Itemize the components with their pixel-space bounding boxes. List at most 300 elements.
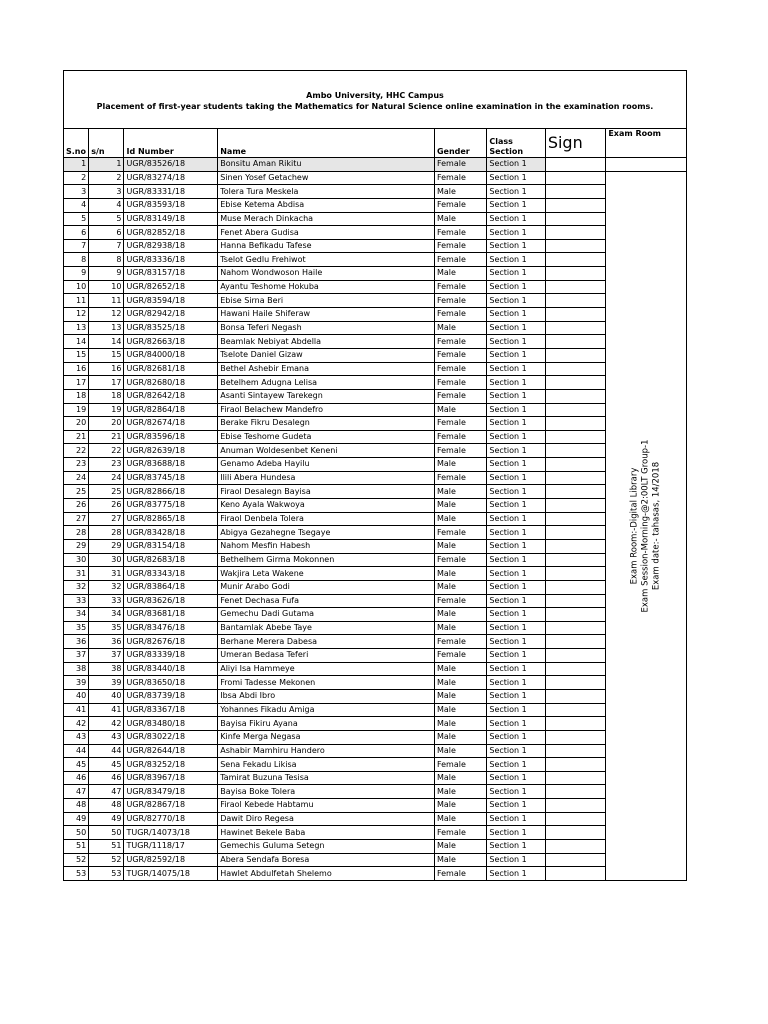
cell-sign[interactable] [545, 594, 605, 608]
table-row [64, 348, 687, 362]
cell-sn: 22 [89, 444, 124, 458]
cell-sign[interactable] [545, 280, 605, 294]
table-row [64, 689, 687, 703]
cell-sno: 43 [64, 730, 89, 744]
cell-id-number: UGR/82867/18 [124, 799, 218, 813]
cell-gender: Male [434, 840, 486, 854]
cell-sign[interactable] [545, 608, 605, 622]
cell-id-number: UGR/83775/18 [124, 499, 218, 513]
cell-gender: Female [434, 553, 486, 567]
cell-sign[interactable] [545, 308, 605, 322]
cell-sign[interactable] [545, 785, 605, 799]
cell-sno: 29 [64, 539, 89, 553]
cell-gender: Female [434, 471, 486, 485]
cell-sign[interactable] [545, 567, 605, 581]
cell-sno: 13 [64, 321, 89, 335]
cell-gender: Male [434, 717, 486, 731]
cell-section: Section 1 [487, 826, 545, 840]
cell-sign[interactable] [545, 253, 605, 267]
cell-id-number: UGR/83157/18 [124, 267, 218, 281]
cell-sign[interactable] [545, 621, 605, 635]
table-row [64, 826, 687, 840]
cell-id-number: UGR/82592/18 [124, 853, 218, 867]
cell-section: Section 1 [487, 785, 545, 799]
cell-id-number: UGR/82639/18 [124, 444, 218, 458]
cell-name: Yohannes Fikadu Amiga [218, 703, 435, 717]
placement-title: Placement of first-year students taking the Mathematics for Natural Science online examination in the examination rooms. [96, 102, 654, 111]
cell-name: Sena Fekadu Likisa [218, 758, 435, 772]
cell-sn: 20 [89, 417, 124, 431]
cell-sn: 15 [89, 348, 124, 362]
cell-sign[interactable] [545, 239, 605, 253]
table-row [64, 198, 687, 212]
cell-sno: 46 [64, 771, 89, 785]
cell-name: Keno Ayala Wakwoya [218, 499, 435, 513]
cell-gender: Female [434, 635, 486, 649]
cell-sno: 26 [64, 499, 89, 513]
cell-sign[interactable] [545, 526, 605, 540]
table-row [64, 280, 687, 294]
cell-sign[interactable] [545, 730, 605, 744]
cell-id-number: UGR/83154/18 [124, 539, 218, 553]
cell-sno: 34 [64, 608, 89, 622]
cell-section: Section 1 [487, 867, 545, 881]
cell-id-number: UGR/83336/18 [124, 253, 218, 267]
cell-section: Section 1 [487, 171, 545, 185]
table-row [64, 171, 687, 185]
cell-section: Section 1 [487, 799, 545, 813]
cell-sn: 5 [89, 212, 124, 226]
cell-sno: 32 [64, 580, 89, 594]
table-row [64, 430, 687, 444]
col-class-section [487, 129, 545, 158]
cell-sign[interactable] [545, 853, 605, 867]
col-name: Name [218, 129, 435, 158]
cell-sno: 35 [64, 621, 89, 635]
cell-gender: Female [434, 430, 486, 444]
cell-section: Section 1 [487, 485, 545, 499]
cell-section: Section 1 [487, 335, 545, 349]
cell-sign[interactable] [545, 321, 605, 335]
cell-sno: 3 [64, 185, 89, 199]
cell-sno: 41 [64, 703, 89, 717]
cell-sign[interactable] [545, 539, 605, 553]
cell-sno: 27 [64, 512, 89, 526]
table-row [64, 335, 687, 349]
cell-sn: 44 [89, 744, 124, 758]
cell-sno: 17 [64, 376, 89, 390]
cell-sn: 17 [89, 376, 124, 390]
cell-sno: 48 [64, 799, 89, 813]
cell-gender: Female [434, 649, 486, 663]
table-row [64, 539, 687, 553]
cell-sign[interactable] [545, 417, 605, 431]
table-row [64, 485, 687, 499]
table-row [64, 676, 687, 690]
cell-id-number: UGR/83967/18 [124, 771, 218, 785]
cell-sn: 34 [89, 608, 124, 622]
cell-id-number: UGR/82680/18 [124, 376, 218, 390]
cell-sn: 6 [89, 226, 124, 240]
table-row [64, 580, 687, 594]
cell-id-number: UGR/83594/18 [124, 294, 218, 308]
table-row [64, 499, 687, 513]
cell-gender: Male [434, 771, 486, 785]
cell-name: Hawinet Bekele Baba [218, 826, 435, 840]
cell-sno: 36 [64, 635, 89, 649]
cell-sign[interactable] [545, 580, 605, 594]
cell-section: Section 1 [487, 771, 545, 785]
cell-sign[interactable] [545, 430, 605, 444]
table-row [64, 253, 687, 267]
cell-sign[interactable] [545, 185, 605, 199]
cell-sign[interactable] [545, 649, 605, 663]
cell-gender: Male [434, 785, 486, 799]
cell-name: Fenet Dechasa Fufa [218, 594, 435, 608]
cell-section: Section 1 [487, 853, 545, 867]
table-row [64, 853, 687, 867]
cell-gender: Male [434, 621, 486, 635]
col-sno: S.no [64, 129, 89, 158]
cell-sign[interactable] [545, 799, 605, 813]
cell-gender: Male [434, 267, 486, 281]
table-row [64, 526, 687, 540]
cell-gender: Male [434, 608, 486, 622]
cell-gender: Male [434, 676, 486, 690]
cell-id-number: UGR/83428/18 [124, 526, 218, 540]
cell-sno: 24 [64, 471, 89, 485]
cell-sn: 1 [89, 158, 124, 172]
cell-gender: Female [434, 348, 486, 362]
table-row [64, 635, 687, 649]
cell-sign[interactable] [545, 471, 605, 485]
table-row [64, 621, 687, 635]
cell-sno: 2 [64, 171, 89, 185]
table-row [64, 471, 687, 485]
placement-table [63, 128, 687, 881]
cell-name: Hanna Befikadu Tafese [218, 239, 435, 253]
table-row [64, 212, 687, 226]
cell-sno: 16 [64, 362, 89, 376]
cell-sno: 39 [64, 676, 89, 690]
cell-sn: 49 [89, 812, 124, 826]
cell-name: Berake Fikru Desalegn [218, 417, 435, 431]
cell-name: Tselote Daniel Gizaw [218, 348, 435, 362]
cell-gender: Female [434, 294, 486, 308]
cell-id-number: UGR/83626/18 [124, 594, 218, 608]
cell-sn: 8 [89, 253, 124, 267]
cell-gender: Male [434, 499, 486, 513]
cell-name: Firaol Desalegn Bayisa [218, 485, 435, 499]
cell-id-number: UGR/82865/18 [124, 512, 218, 526]
cell-sign[interactable] [545, 662, 605, 676]
cell-sign[interactable] [545, 335, 605, 349]
cell-name: Hawlet Abdulfetah Shelemo [218, 867, 435, 881]
cell-id-number: UGR/82642/18 [124, 389, 218, 403]
table-row [64, 812, 687, 826]
cell-sign[interactable] [545, 198, 605, 212]
table-row [64, 444, 687, 458]
cell-sn: 7 [89, 239, 124, 253]
cell-name: Wakjira Leta Wakene [218, 567, 435, 581]
cell-name: Hawani Haile Shiferaw [218, 308, 435, 322]
cell-gender: Male [434, 512, 486, 526]
cell-id-number: UGR/83739/18 [124, 689, 218, 703]
cell-sn: 31 [89, 567, 124, 581]
table-row [64, 158, 687, 172]
cell-sn: 36 [89, 635, 124, 649]
cell-id-number: UGR/83252/18 [124, 758, 218, 772]
col-exam-room-label: Exam Room [608, 129, 661, 138]
table-row [64, 553, 687, 567]
cell-name: Munir Arabo Godi [218, 580, 435, 594]
table-row [64, 608, 687, 622]
cell-sign[interactable] [545, 676, 605, 690]
cell-id-number: UGR/82938/18 [124, 239, 218, 253]
cell-sn: 16 [89, 362, 124, 376]
cell-gender: Female [434, 389, 486, 403]
cell-sign[interactable] [545, 553, 605, 567]
cell-sign[interactable] [545, 389, 605, 403]
cell-id-number: UGR/83480/18 [124, 717, 218, 731]
cell-section: Section 1 [487, 280, 545, 294]
cell-gender: Male [434, 580, 486, 594]
cell-name: Bethel Ashebir Emana [218, 362, 435, 376]
cell-sn: 11 [89, 294, 124, 308]
cell-gender: Male [434, 212, 486, 226]
cell-name: Firaol Denbela Tolera [218, 512, 435, 526]
cell-sign[interactable] [545, 826, 605, 840]
cell-section: Section 1 [487, 840, 545, 854]
cell-sign[interactable] [545, 267, 605, 281]
cell-section: Section 1 [487, 212, 545, 226]
cell-name: Gemechis Guluma Setegn [218, 840, 435, 854]
cell-sno: 53 [64, 867, 89, 881]
cell-id-number: UGR/83022/18 [124, 730, 218, 744]
cell-sn: 42 [89, 717, 124, 731]
cell-sno: 18 [64, 389, 89, 403]
cell-gender: Female [434, 226, 486, 240]
cell-section: Section 1 [487, 321, 545, 335]
cell-sn: 40 [89, 689, 124, 703]
cell-sn: 21 [89, 430, 124, 444]
cell-sn: 12 [89, 308, 124, 322]
cell-gender: Female [434, 362, 486, 376]
cell-name: Berhane Merera Dabesa [218, 635, 435, 649]
cell-section: Section 1 [487, 362, 545, 376]
cell-sign[interactable] [545, 158, 605, 172]
cell-gender: Female [434, 239, 486, 253]
cell-sno: 44 [64, 744, 89, 758]
table-header-row [64, 129, 687, 158]
cell-sign[interactable] [545, 635, 605, 649]
university-title: Ambo University, HHC Campus [306, 91, 444, 100]
cell-sn: 9 [89, 267, 124, 281]
cell-name: Betelhem Adugna Lelisa [218, 376, 435, 390]
cell-sn: 33 [89, 594, 124, 608]
cell-gender: Female [434, 867, 486, 881]
cell-section: Section 1 [487, 580, 545, 594]
table-row [64, 376, 687, 390]
col-exam-room [606, 129, 687, 158]
cell-sign[interactable] [545, 485, 605, 499]
exam-note-line2: Exam Session-Morning-@2:00LT Group-1 [640, 439, 651, 613]
cell-sign[interactable] [545, 362, 605, 376]
cell-sn: 28 [89, 526, 124, 540]
table-row [64, 308, 687, 322]
cell-sno: 21 [64, 430, 89, 444]
cell-sign[interactable] [545, 226, 605, 240]
exam-note-line3: Exam date:- tahasas, 14/2018 [651, 461, 662, 590]
table-row [64, 362, 687, 376]
cell-sign[interactable] [545, 812, 605, 826]
cell-name: Tolera Tura Meskela [218, 185, 435, 199]
exam-note-line1: Exam Room:-Digital Library [629, 467, 640, 585]
cell-sno: 12 [64, 308, 89, 322]
cell-section: Section 1 [487, 635, 545, 649]
cell-sn: 10 [89, 280, 124, 294]
cell-sign[interactable] [545, 444, 605, 458]
cell-name: Bayisa Fikiru Ayana [218, 717, 435, 731]
cell-sign[interactable] [545, 212, 605, 226]
cell-name: Nahom Mesfin Habesh [218, 539, 435, 553]
cell-sno: 28 [64, 526, 89, 540]
cell-section: Section 1 [487, 253, 545, 267]
cell-sn: 30 [89, 553, 124, 567]
cell-id-number: UGR/83745/18 [124, 471, 218, 485]
cell-id-number: UGR/83525/18 [124, 321, 218, 335]
cell-section: Section 1 [487, 689, 545, 703]
cell-id-number: UGR/83688/18 [124, 458, 218, 472]
cell-gender: Male [434, 321, 486, 335]
cell-sn: 26 [89, 499, 124, 513]
cell-id-number: UGR/82942/18 [124, 308, 218, 322]
table-row [64, 226, 687, 240]
cell-section: Section 1 [487, 376, 545, 390]
cell-sign[interactable] [545, 689, 605, 703]
cell-name: Ashabir Mamhiru Handero [218, 744, 435, 758]
cell-name: Aliyi Isa Hammeye [218, 662, 435, 676]
cell-id-number: UGR/82770/18 [124, 812, 218, 826]
cell-id-number: UGR/82652/18 [124, 280, 218, 294]
table-row [64, 717, 687, 731]
col-gender: Gender [434, 129, 486, 158]
cell-gender: Female [434, 758, 486, 772]
cell-gender: Male [434, 458, 486, 472]
cell-gender: Female [434, 280, 486, 294]
cell-id-number: UGR/83476/18 [124, 621, 218, 635]
cell-sign[interactable] [545, 403, 605, 417]
cell-sn: 53 [89, 867, 124, 881]
cell-sn: 23 [89, 458, 124, 472]
cell-name: Ilili Abera Hundesa [218, 471, 435, 485]
cell-gender: Female [434, 335, 486, 349]
cell-gender: Male [434, 567, 486, 581]
cell-sign[interactable] [545, 771, 605, 785]
table-row [64, 785, 687, 799]
cell-sign[interactable] [545, 744, 605, 758]
cell-section: Section 1 [487, 567, 545, 581]
cell-sn: 32 [89, 580, 124, 594]
cell-id-number: UGR/83367/18 [124, 703, 218, 717]
sheet-title-box [63, 70, 687, 128]
cell-name: Genamo Adeba Hayilu [218, 458, 435, 472]
cell-sign[interactable] [545, 171, 605, 185]
cell-name: Fenet Abera Gudisa [218, 226, 435, 240]
cell-sign[interactable] [545, 294, 605, 308]
cell-section: Section 1 [487, 662, 545, 676]
cell-id-number: TUGR/14075/18 [124, 867, 218, 881]
cell-sn: 39 [89, 676, 124, 690]
col-sign: Sign [545, 129, 605, 158]
cell-sn: 51 [89, 840, 124, 854]
cell-sign[interactable] [545, 867, 605, 881]
cell-id-number: UGR/82644/18 [124, 744, 218, 758]
table-row [64, 799, 687, 813]
table-row [64, 185, 687, 199]
cell-gender: Male [434, 539, 486, 553]
cell-sno: 33 [64, 594, 89, 608]
cell-gender: Male [434, 485, 486, 499]
cell-id-number: UGR/82683/18 [124, 553, 218, 567]
cell-sign[interactable] [545, 840, 605, 854]
cell-sign[interactable] [545, 512, 605, 526]
cell-name: Abigya Gezahegne Tsegaye [218, 526, 435, 540]
cell-gender: Male [434, 403, 486, 417]
cell-id-number: UGR/82663/18 [124, 335, 218, 349]
cell-sign[interactable] [545, 458, 605, 472]
cell-id-number: UGR/83343/18 [124, 567, 218, 581]
cell-gender: Male [434, 689, 486, 703]
cell-id-number: UGR/82674/18 [124, 417, 218, 431]
table-row [64, 758, 687, 772]
cell-section: Section 1 [487, 458, 545, 472]
cell-section: Section 1 [487, 703, 545, 717]
cell-sign[interactable] [545, 376, 605, 390]
cell-section: Section 1 [487, 294, 545, 308]
cell-section: Section 1 [487, 499, 545, 513]
table-row [64, 403, 687, 417]
cell-sno: 11 [64, 294, 89, 308]
table-row [64, 649, 687, 663]
cell-sno: 30 [64, 553, 89, 567]
cell-name: Gemechu Dadi Gutama [218, 608, 435, 622]
cell-gender: Female [434, 308, 486, 322]
cell-section: Section 1 [487, 594, 545, 608]
cell-section: Section 1 [487, 444, 545, 458]
cell-name: Tselot Gedlu Frehiwot [218, 253, 435, 267]
table-row [64, 730, 687, 744]
cell-sno: 7 [64, 239, 89, 253]
cell-sn: 43 [89, 730, 124, 744]
cell-id-number: UGR/83526/18 [124, 158, 218, 172]
cell-name: Ebise Sirna Beri [218, 294, 435, 308]
table-row [64, 512, 687, 526]
cell-sign[interactable] [545, 703, 605, 717]
cell-sno: 49 [64, 812, 89, 826]
cell-name: Kinfe Merga Negasa [218, 730, 435, 744]
cell-id-number: UGR/83596/18 [124, 430, 218, 444]
cell-gender: Female [434, 376, 486, 390]
cell-sign[interactable] [545, 758, 605, 772]
cell-name: Nahom Wondwoson Haile [218, 267, 435, 281]
cell-sign[interactable] [545, 499, 605, 513]
cell-section: Section 1 [487, 185, 545, 199]
cell-gender: Male [434, 799, 486, 813]
cell-sign[interactable] [545, 348, 605, 362]
cell-sign[interactable] [545, 717, 605, 731]
cell-gender: Female [434, 526, 486, 540]
